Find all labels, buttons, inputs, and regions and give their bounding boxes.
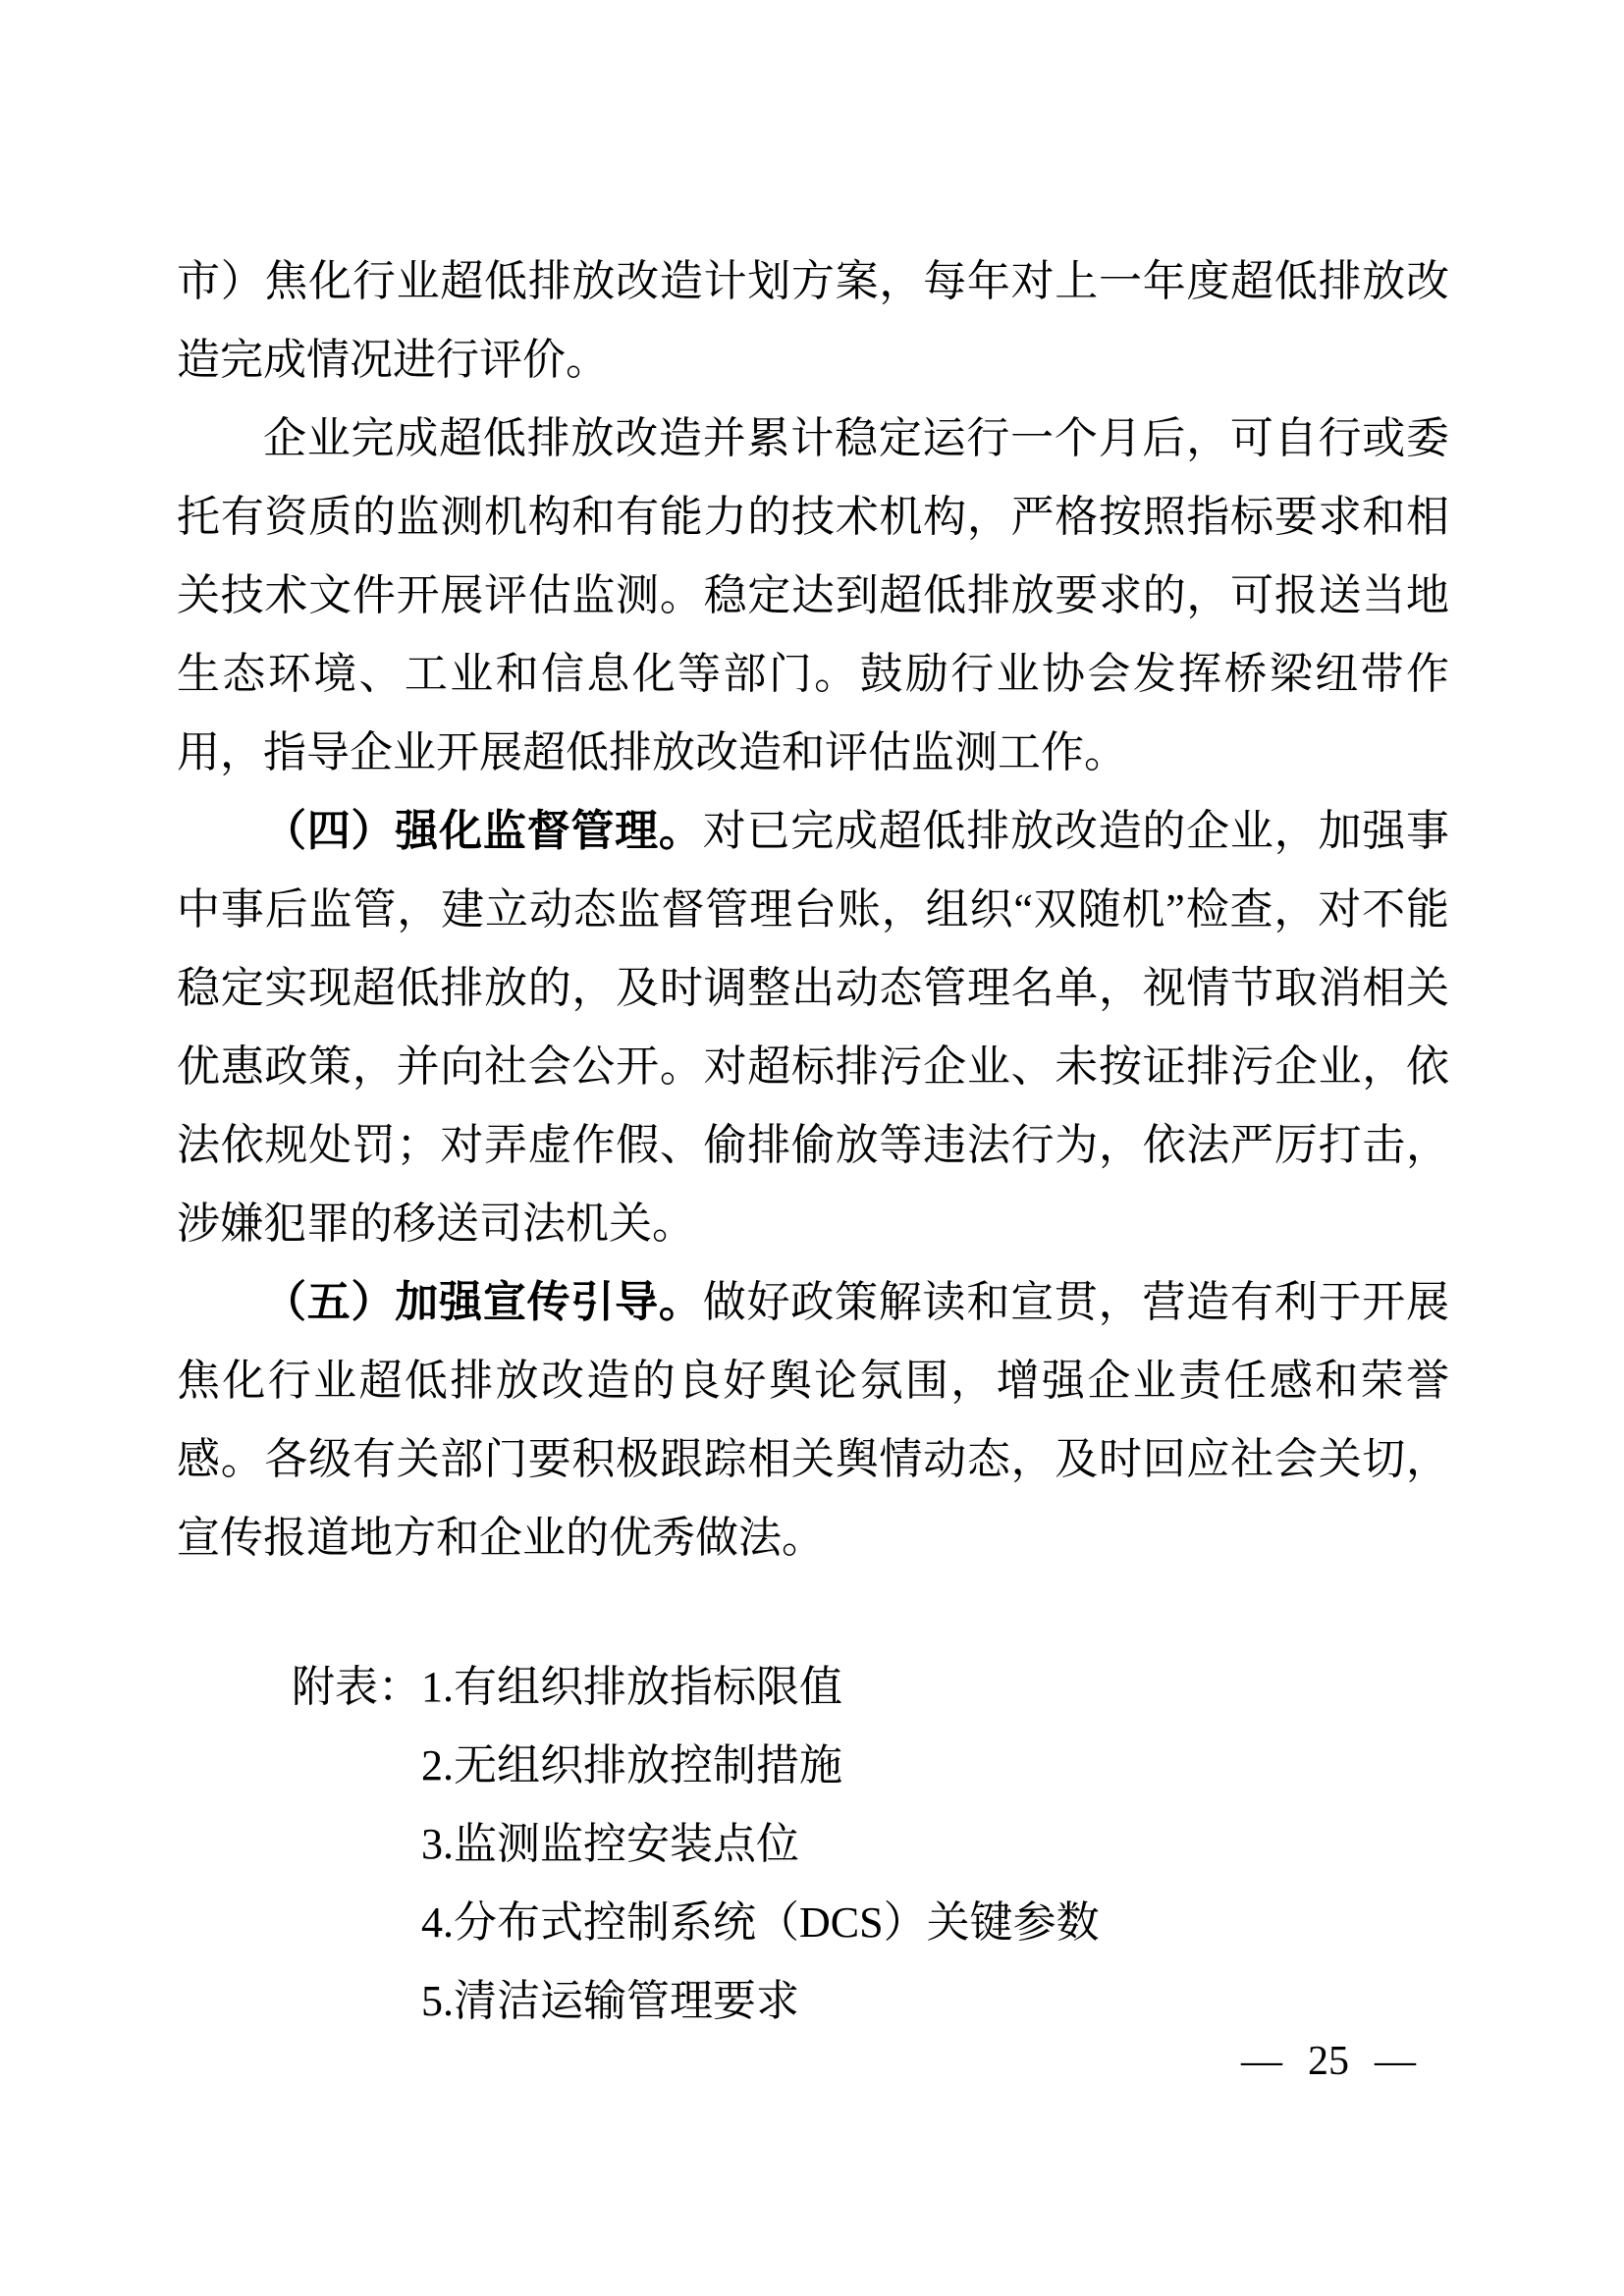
paragraph-publicity-guidance xyxy=(177,1263,1449,1577)
footer-right-dash: — xyxy=(1375,2039,1416,2084)
body-text xyxy=(177,242,1449,2041)
paragraph-text: 企业完成超低排放改造并累计稳定运行一个月后，可自行或委托有资质的监测机构和有能力的技术机构，严格按照指标要求和相关技术文件开展评估监测。稳定达到超低排放要求的，可报送当地生态环境、工业和信息化等部门。鼓励行业协会发挥桥梁纽带作用，指导企业开展超低排放改造和评估监测工作。 xyxy=(177,414,1449,776)
attachment-item-1: 1.有组织排放指标限值 xyxy=(421,1663,842,1711)
paragraph-assessment-monitoring xyxy=(177,400,1449,792)
footer-left-dash: — xyxy=(1241,2039,1282,2084)
paragraph-text: 市）焦化行业超低排放改造计划方案，每年对上一年度超低排放改造完成情况进行评价。 xyxy=(177,257,1449,384)
attachment-item-3: 3.监测监控安装点位 xyxy=(421,1820,799,1868)
paragraph-strengthen-supervision xyxy=(177,792,1449,1263)
page-number: 25 xyxy=(1308,2039,1349,2084)
page-footer xyxy=(1241,2034,1416,2089)
attachment-label: 附表： xyxy=(292,1663,421,1711)
paragraph-text: 做好政策解读和宣贯，营造有利于开展焦化行业超低排放改造的良好舆论氛围，增强企业责任感和荣誉感。各级有关部门要积极跟踪相关舆情动态，及时回应社会关切，宣传报道地方和企业的优秀做法。 xyxy=(177,1278,1450,1562)
paragraph-plan-evaluation xyxy=(177,242,1449,400)
paragraph-text: 对已完成超低排放改造的企业，加强事中事后监管，建立动态监督管理台账，组织“双随机”检查，对不能稳定实现超低排放的，及时调整出动态管理名单，视情节取消相关优惠政策，并向社会公开。对超标排污企业、未按证排污企业，依法依规处罚；对弄虚作假、偷排偷放等违法行为，依法严厉打击，涉嫌犯罪的移送司法机关。 xyxy=(177,807,1450,1248)
section-heading-4: （四）强化监督管理。 xyxy=(263,807,703,855)
attachment-item-2: 2.无组织排放控制措施 xyxy=(421,1741,842,1789)
attachment-list xyxy=(292,1648,1449,2041)
attachment-item-5: 5.清洁运输管理要求 xyxy=(421,1977,799,2025)
section-heading-5: （五）加强宣传引导。 xyxy=(263,1278,703,1326)
attachment-item-4: 4.分布式控制系统（DCS）关键参数 xyxy=(421,1898,1100,1947)
attachment-items xyxy=(421,1648,1100,2041)
